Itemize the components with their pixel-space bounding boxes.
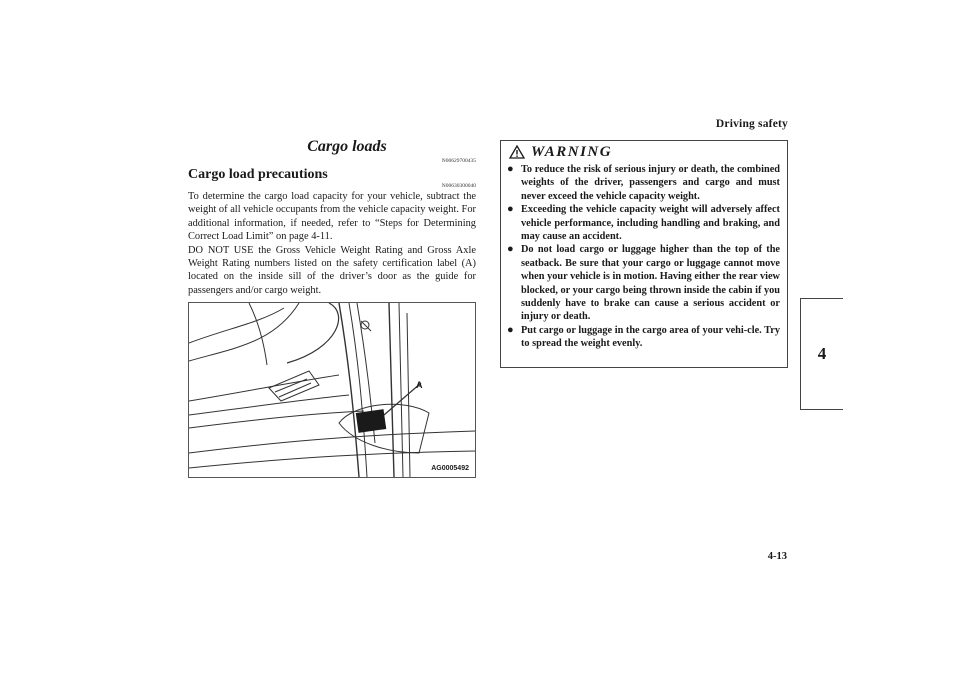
warning-box xyxy=(500,140,788,368)
warning-item xyxy=(507,163,780,203)
page-number: 4-13 xyxy=(767,551,787,562)
figure-code: AG0005492 xyxy=(431,465,469,472)
bullet-icon: ● xyxy=(507,203,514,216)
running-header: Driving safety xyxy=(715,118,788,130)
paragraph-do-not-use: DO NOT USE the Gross Vehicle Weight Rating and Gross Axle Weight Rating numbers listed on the safety certification label (A) located on the inside sill of the driver’s door as the guide for passengers and/or cargo weight. xyxy=(188,244,476,296)
section-title: Cargo loads xyxy=(307,138,387,155)
warning-header xyxy=(501,141,787,163)
chapter-number: 4 xyxy=(817,344,827,363)
subsection-title: Cargo load precautions xyxy=(188,167,328,182)
chapter-tab xyxy=(800,298,843,410)
warning-list xyxy=(501,163,787,351)
paragraph-load-capacity: To determine the cargo load capacity for your vehicle, subtract the weight of all vehicle occupants from the vehicle capacity weight. For additional information, if needed, refer to “Steps for Determining Correct Load Limit” on page 4-11. xyxy=(188,191,476,243)
warning-item-text: Exceeding the vehicle capacity weight will adversely affect vehicle performance, including handling and braking, and may cause an accident. xyxy=(521,204,780,243)
warning-item-text: Put cargo or luggage in the cargo area of your vehi-cle. Try to spread the weight evenly. xyxy=(521,324,780,350)
bullet-icon: ● xyxy=(507,323,514,336)
warning-item xyxy=(507,243,780,323)
door-sill-illustration xyxy=(188,302,476,478)
main-column xyxy=(188,138,476,297)
warning-item-text: Do not load cargo or luggage higher than the top of the seatback. Be sure that your cargo or luggage cannot move when your vehicle is in motion. Having either the rear view blocked, or your cargo being thrown inside the cabin if you suddenly have to brake can cause a serious accident or injury or death. xyxy=(521,244,780,323)
bullet-icon: ● xyxy=(507,163,514,175)
door-sill-drawing xyxy=(189,303,475,477)
bullet-icon: ● xyxy=(507,243,514,256)
subsection-code: N00630300040 xyxy=(441,183,476,189)
warning-triangle-icon xyxy=(509,145,525,159)
callout-label-a: A xyxy=(416,380,423,390)
warning-item xyxy=(507,203,780,243)
warning-item xyxy=(507,324,780,351)
warning-item-text: To reduce the risk of serious injury or death, the combined weights of the driver, passengers and cargo and must never exceed the vehicle capacity weight. xyxy=(521,164,780,202)
section-code: N00629700435 xyxy=(441,158,476,164)
warning-label: WARNING xyxy=(531,143,613,160)
